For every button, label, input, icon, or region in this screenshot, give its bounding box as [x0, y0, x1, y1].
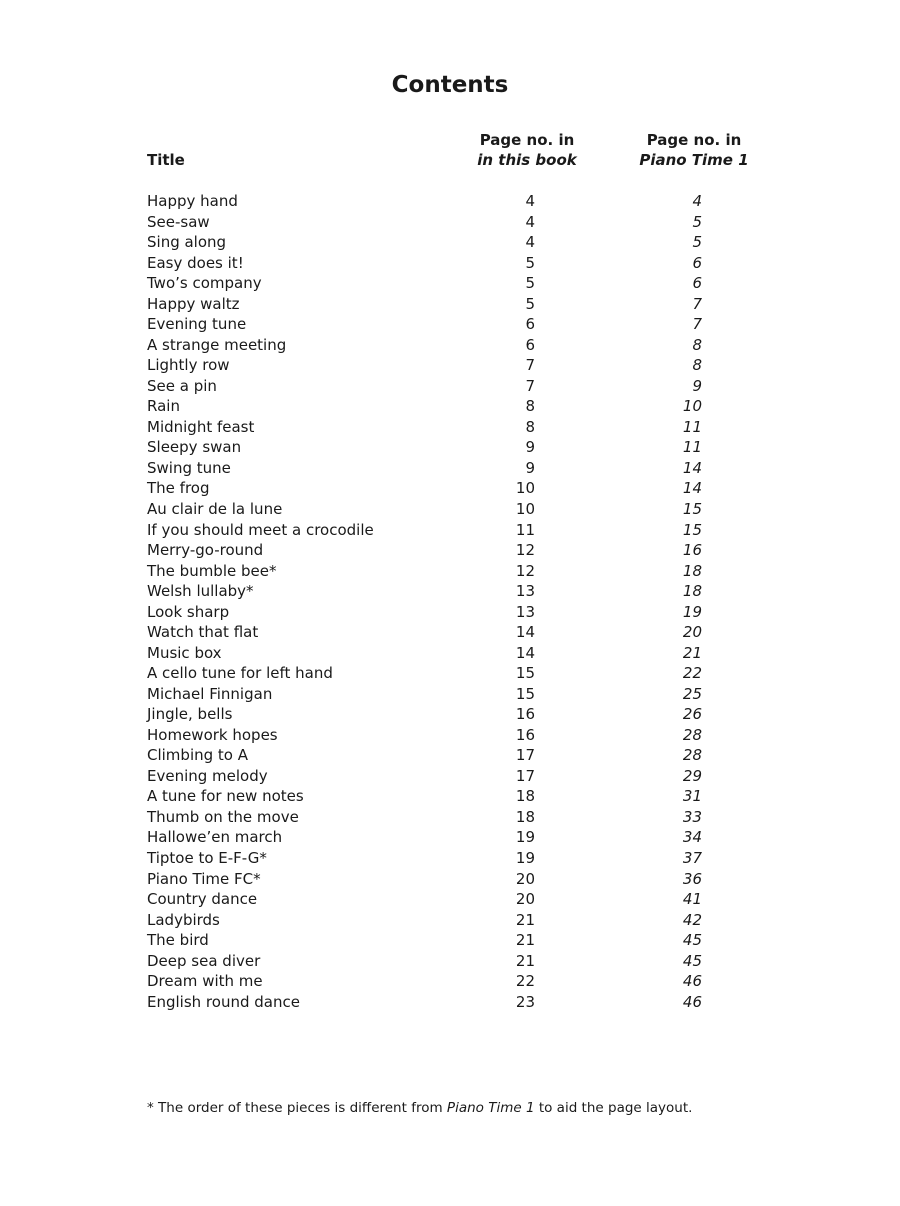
- contents-row: [147, 396, 707, 417]
- page-in-piano-time: 22: [682, 664, 702, 683]
- contents-row: [147, 294, 707, 315]
- contents-row: [147, 930, 707, 951]
- page-in-piano-time: 5: [692, 212, 702, 231]
- piece-title: Easy does it!: [147, 253, 244, 272]
- page-in-this-book: 9: [525, 438, 535, 457]
- page-in-piano-time: 8: [692, 356, 702, 375]
- page-in-this-book: 21: [515, 951, 535, 970]
- footnote-italic: Piano Time 1: [446, 1100, 535, 1116]
- piece-title: A strange meeting: [147, 335, 287, 354]
- contents-row: [147, 725, 707, 746]
- page-in-this-book: 13: [515, 582, 535, 601]
- page-in-this-book: 18: [515, 807, 535, 826]
- page-in-piano-time: 45: [682, 951, 702, 970]
- contents-row: [147, 540, 707, 561]
- contents-row: [147, 971, 707, 992]
- piece-title: Thumb on the move: [147, 807, 299, 826]
- contents-row: [147, 889, 707, 910]
- page-in-piano-time: 26: [682, 705, 702, 724]
- piece-title: Evening tune: [147, 315, 247, 334]
- page-in-this-book: 10: [515, 499, 535, 518]
- page-in-piano-time: 15: [682, 499, 702, 518]
- piece-title: Look sharp: [147, 602, 230, 621]
- piece-title: Merry-go-round: [147, 541, 264, 560]
- contents-row: [147, 355, 707, 376]
- piece-title: Dream with me: [147, 972, 263, 991]
- contents-row: [147, 643, 707, 664]
- contents-row: [147, 376, 707, 397]
- header-line-italic: Piano Time 1: [639, 151, 749, 169]
- piece-title: A tune for new notes: [147, 787, 304, 806]
- page-in-this-book: 22: [515, 972, 535, 991]
- page-in-piano-time: 46: [682, 972, 702, 991]
- header-line: Page no. in: [479, 131, 575, 149]
- page-in-piano-time: 11: [682, 438, 702, 457]
- page-in-this-book: 17: [515, 746, 535, 765]
- page-in-piano-time: 31: [682, 787, 702, 806]
- page-in-this-book: 19: [515, 849, 535, 867]
- footnote-text: * The order of these pieces is different from: [147, 1100, 447, 1116]
- piece-title: Sing along: [147, 233, 227, 252]
- header-line: Page no. in: [646, 131, 742, 149]
- contents-row: [147, 273, 707, 294]
- piece-title: Tiptoe to E-F-G*: [147, 849, 267, 867]
- page-in-this-book: 16: [515, 725, 535, 744]
- page-in-this-book: 8: [525, 417, 535, 436]
- piece-title: Homework hopes: [147, 725, 278, 744]
- piece-title: Piano Time FC*: [147, 869, 261, 888]
- page-in-this-book: 21: [515, 910, 535, 929]
- piece-title: Hallowe’en march: [147, 828, 283, 847]
- page-in-this-book: 20: [515, 869, 535, 888]
- page-in-piano-time: 29: [682, 766, 702, 785]
- contents-row: [147, 766, 707, 787]
- contents-row: [147, 807, 707, 828]
- contents-list: [147, 191, 707, 1012]
- piece-title: The bird: [147, 931, 209, 950]
- contents-row: [147, 704, 707, 725]
- piece-title: Happy waltz: [147, 294, 240, 313]
- page-in-piano-time: 16: [682, 541, 702, 560]
- piece-title: Sleepy swan: [147, 438, 242, 457]
- page-in-piano-time: 6: [692, 253, 702, 272]
- page-in-this-book: 20: [515, 890, 535, 909]
- page-in-this-book: 15: [515, 684, 535, 703]
- page-in-piano-time: 14: [682, 479, 702, 498]
- page-in-piano-time: 20: [682, 623, 702, 642]
- page-in-piano-time: 42: [682, 910, 702, 929]
- piece-title: English round dance: [147, 992, 300, 1011]
- page-in-piano-time: 18: [682, 582, 702, 601]
- page-in-this-book: 5: [525, 274, 535, 293]
- contents-row: [147, 437, 707, 458]
- piece-title: Au clair de la lune: [147, 499, 283, 518]
- page-in-this-book: 12: [515, 541, 535, 560]
- page-in-piano-time: 19: [682, 602, 702, 621]
- contents-row: [147, 212, 707, 233]
- page-in-this-book: 23: [515, 992, 535, 1011]
- page-in-piano-time: 37: [682, 849, 702, 867]
- piece-title: Midnight feast: [147, 417, 255, 436]
- piece-title: Watch that flat: [147, 623, 259, 642]
- contents-row: [147, 561, 707, 582]
- footnote: [147, 1100, 692, 1116]
- contents-row: [147, 869, 707, 890]
- page-in-piano-time: 46: [682, 992, 702, 1011]
- contents-row: [147, 520, 707, 541]
- page-in-piano-time: 33: [682, 807, 702, 826]
- page-in-piano-time: 7: [692, 315, 702, 334]
- piece-title: Two’s company: [147, 274, 262, 293]
- contents-row: [147, 910, 707, 931]
- contents-row: [147, 663, 707, 684]
- page-in-this-book: 21: [515, 931, 535, 950]
- column-header-book-page: [447, 130, 607, 170]
- page-in-this-book: 9: [525, 458, 535, 477]
- page-in-piano-time: 9: [692, 376, 702, 395]
- contents-row: [147, 951, 707, 972]
- contents-row: [147, 191, 707, 212]
- piece-title: Rain: [147, 397, 180, 416]
- page-in-piano-time: 8: [692, 335, 702, 354]
- contents-row: [147, 827, 707, 848]
- page-in-this-book: 7: [525, 356, 535, 375]
- page-in-piano-time: 14: [682, 458, 702, 477]
- page-in-piano-time: 11: [682, 417, 702, 436]
- footnote-text: to aid the page layout.: [534, 1100, 693, 1116]
- page-in-piano-time: 18: [682, 561, 702, 580]
- piece-title: Lightly row: [147, 356, 230, 375]
- page-in-this-book: 6: [525, 315, 535, 334]
- column-header-title: Title: [147, 151, 185, 169]
- page-in-piano-time: 45: [682, 931, 702, 950]
- page-title: Contents: [391, 72, 509, 98]
- piece-title: Welsh lullaby*: [147, 582, 254, 601]
- page-in-this-book: 5: [525, 294, 535, 313]
- contents-row: [147, 602, 707, 623]
- page-in-this-book: 12: [515, 561, 535, 580]
- page-in-this-book: 13: [515, 602, 535, 621]
- page-in-this-book: 11: [515, 520, 535, 539]
- page-in-piano-time: 5: [692, 233, 702, 252]
- piece-title: If you should meet a crocodile: [147, 520, 374, 539]
- page-in-this-book: 7: [525, 376, 535, 395]
- piece-title: Swing tune: [147, 458, 231, 477]
- page-in-this-book: 6: [525, 335, 535, 354]
- piece-title: Deep sea diver: [147, 951, 261, 970]
- piece-title: The frog: [147, 479, 210, 498]
- page-in-this-book: 4: [525, 233, 535, 252]
- piece-title: Country dance: [147, 890, 258, 909]
- contents-row: [147, 232, 707, 253]
- page-in-piano-time: 25: [682, 684, 702, 703]
- contents-row: [147, 314, 707, 335]
- piece-title: Evening melody: [147, 766, 268, 785]
- piece-title: The bumble bee*: [147, 561, 277, 580]
- page-in-this-book: 14: [515, 643, 535, 662]
- page-in-this-book: 10: [515, 479, 535, 498]
- page-in-this-book: 15: [515, 664, 535, 683]
- page-in-piano-time: 15: [682, 520, 702, 539]
- piece-title: Music box: [147, 643, 222, 662]
- page-in-this-book: 19: [515, 828, 535, 847]
- contents-row: [147, 745, 707, 766]
- page-in-piano-time: 28: [682, 746, 702, 765]
- page-in-piano-time: 41: [682, 890, 702, 909]
- page-in-piano-time: 10: [682, 397, 702, 416]
- contents-row: [147, 622, 707, 643]
- contents-row: [147, 478, 707, 499]
- page-in-piano-time: 7: [692, 294, 702, 313]
- contents-row: [147, 458, 707, 479]
- contents-row: [147, 499, 707, 520]
- contents-row: [147, 848, 707, 869]
- page-in-this-book: 17: [515, 766, 535, 785]
- contents-row: [147, 335, 707, 356]
- contents-row: [147, 581, 707, 602]
- page-in-this-book: 8: [525, 397, 535, 416]
- contents-row: [147, 417, 707, 438]
- contents-row: [147, 684, 707, 705]
- page-in-piano-time: 21: [682, 643, 702, 662]
- piece-title: See-saw: [147, 212, 210, 231]
- page-in-piano-time: 4: [692, 192, 702, 210]
- piece-title: Happy hand: [147, 192, 238, 210]
- page-in-piano-time: 28: [682, 725, 702, 744]
- header-line-italic: in this book: [477, 151, 577, 169]
- contents-row: [147, 253, 707, 274]
- piece-title: Michael Finnigan: [147, 684, 273, 703]
- contents-row: [147, 786, 707, 807]
- page-in-piano-time: 36: [682, 869, 702, 888]
- page-in-piano-time: 34: [682, 828, 702, 847]
- piece-title: Ladybirds: [147, 910, 220, 929]
- page-in-this-book: 4: [525, 192, 535, 210]
- page-in-this-book: 14: [515, 623, 535, 642]
- page-in-this-book: 5: [525, 253, 535, 272]
- piece-title: See a pin: [147, 376, 217, 395]
- page-in-piano-time: 6: [692, 274, 702, 293]
- page-in-this-book: 18: [515, 787, 535, 806]
- column-header-piano-time-page: [614, 130, 774, 170]
- contents-row: [147, 992, 707, 1013]
- piece-title: Jingle, bells: [147, 705, 233, 724]
- piece-title: Climbing to A: [147, 746, 248, 765]
- page-in-this-book: 16: [515, 705, 535, 724]
- page-in-this-book: 4: [525, 212, 535, 231]
- piece-title: A cello tune for left hand: [147, 664, 333, 683]
